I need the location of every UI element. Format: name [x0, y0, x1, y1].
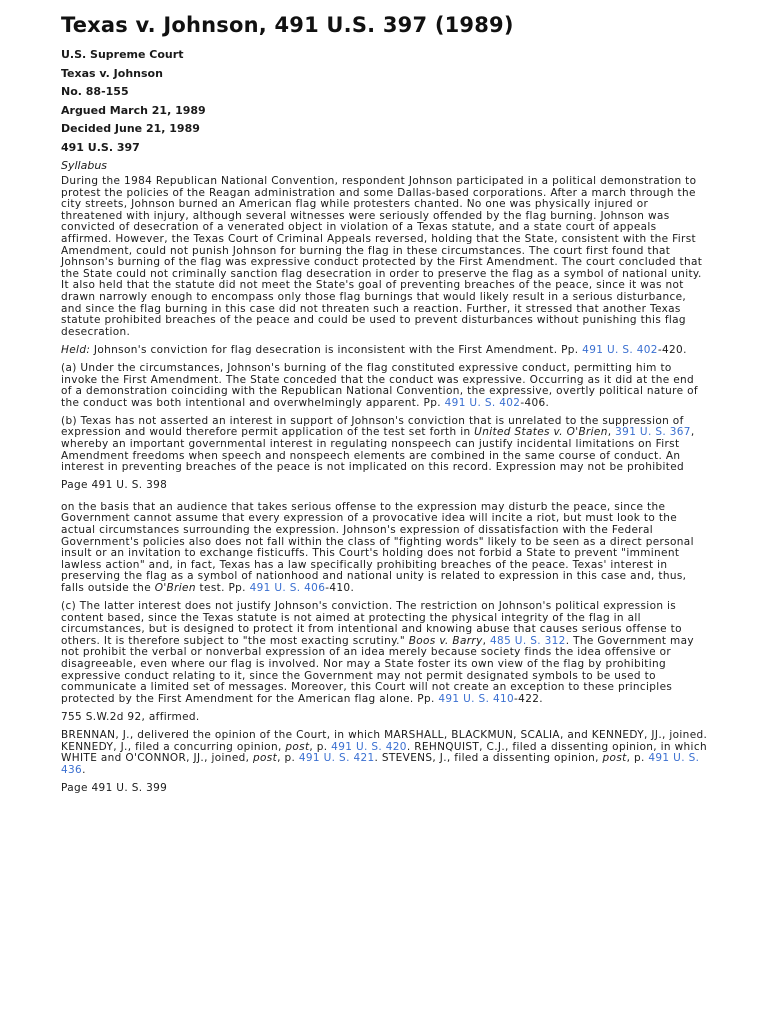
post-label: post [602, 752, 627, 765]
separator: , [607, 426, 616, 439]
case-reference: Boos v. Barry [408, 634, 483, 647]
opinions-text: . REHNQUIST, C.J., filed a dissenting opinion, in which WHITE and O'CONNOR, JJ., joined, [61, 740, 707, 765]
paragraph-b-text: (b) Texas has not asserted an interest in support of Johnson's conviction that is unrelated to the suppression of expression and would therefore permit application of the test set forth in [61, 414, 684, 439]
citation-link[interactable]: 491 U. S. 420 [331, 740, 407, 753]
paragraph-b [61, 416, 708, 474]
paragraph-c-tail: -410. [325, 582, 355, 594]
page-marker: Page 491 U. S. 399 [61, 781, 168, 794]
citation-link[interactable]: 491 U. S. 406 [249, 582, 326, 594]
paragraph-c-text: on the basis that an audience that takes serious offense to the expression may disturb the peace, since the Government cannot assume that every expression of a provocative idea will incite a riot, but must look to the actual circumstances surrounding the expression. Johnson's expression of dissatisfaction with the Federal Government's policies also does not fall within the class of "fighting words" likely to be seen as a direct personal insult or an invitation to exchange fisticuffs. This Court's holding does not forbid a State to prevent "imminent lawless action" and, in fact, Texas has a law specifically prohibiting breaches of the peace. Texas' interest in preserving the flag as a symbol of nationhood and national unity is related to expression in this case and, thus, falls outside the [61, 500, 694, 594]
paragraph-a-text: (a) Under the circumstances, Johnson's burning of the flag constituted expressive conduct, permitting him to invoke the First Amendment. The State conceded that the conduct was expressive. Occurring as it did at the end of a demonstration coinciding with the Republican National Convention, the expressive, overtly political nature of the conduct was both intentional and overwhelmingly apparent. Pp. [61, 361, 698, 409]
page-title: Texas v. Johnson, 491 U.S. 397 (1989) [61, 13, 514, 37]
page-marker: Page 491 U. S. 398 [61, 479, 168, 492]
citation-link[interactable]: 491 U. S. 410 [438, 692, 515, 705]
paragraph-d-tail: -422. [514, 692, 543, 705]
paragraph-continued [61, 502, 708, 595]
citation-link[interactable]: 391 U. S. 367 [615, 426, 691, 439]
post-label: post [285, 740, 310, 753]
opinions-text: BRENNAN, J., delivered the opinion of the Court, in which MARSHALL, BLACKMUN, SCALIA, and KENNEDY, JJ., joined. KENNEDY, J., filed a concurring opinion, [61, 729, 708, 753]
separator: , [482, 634, 491, 647]
paragraph-d-text-2: . The Government may not prohibit the verbal or nonverbal expression of an idea merely because society finds the idea offensive or disagreeable, even where our flag is involved. Nor may a State foster its own view of the flag by prohibiting expressive conduct relating to it, since the Government may not permit designated symbols to be used to communicate a limited set of messages. Moreover, this Court will not create an exception to these principles protected by the First Amendment for the American flag alone. Pp. [61, 634, 694, 705]
citation-link[interactable]: 485 U. S. 312 [490, 634, 566, 647]
case-reference: United States v. O'Brien [474, 426, 608, 439]
opinions-text: . STEVENS, J., filed a dissenting opinion, [374, 752, 603, 765]
syllabus-paragraph: During the 1984 Republican National Convention, respondent Johnson participated in a political demonstration to protest the policies of the Reagan administration and some Dallas-based corporations. After a march through the city streets, Johnson burned an American flag while protesters chanted. No one was physically injured or threatened with injury, although several witnesses were seriously offended by the flag burning. Johnson was convicted of desecration of a venerated object in violation of a Texas statute, and a state court of appeals affirmed. However, the Texas Court of Criminal Appeals reversed, holding that the State, consistent with the First Amendment, could not punish Johnson for burning the flag in these circumstances. The court first found that Johnson's burning of the flag was expressive conduct protected by the First Amendment. The court concluded that the State could not criminally sanction flag desecration in order to preserve the flag as a symbol of national unity. It also held that the statute did not meet the State's goal of preventing breaches of the peace, since it was not drawn narrowly enough to encompass only those flag burnings that would likely result in a serious disturbance, and since the flag burning in this case did not threaten such a reaction. Further, it stressed that another Texas statute prohibited breaches of the peace and could be used to prevent disturbances without punishing this flag desecration. [61, 175, 703, 338]
court-name: U.S. Supreme Court [61, 48, 184, 61]
citation: 491 U.S. 397 [61, 140, 140, 154]
paragraph-b-text-2: , whereby an important governmental interest in regulating nonspeech can justify incidental limitations on First Amendment freedoms when speech and nonspeech elements are combined in the same course of conduct. An interest in preventing breaches of the peace is not implicated on this record. Expression may not be prohibited [61, 426, 695, 474]
paragraph-c-text-2: test. Pp. [195, 582, 250, 594]
citation-link[interactable]: 491 U. S. 402 [582, 343, 658, 356]
held-paragraph [61, 345, 708, 357]
decided-date: Decided June 21, 1989 [61, 122, 200, 135]
citation-link[interactable]: 491 U. S. 436 [61, 752, 700, 776]
docket-number: No. 88-155 [61, 85, 129, 98]
held-tail: -420. [657, 343, 687, 356]
argued-date: Argued March 21, 1989 [61, 103, 206, 117]
opinions-text: , p. [626, 752, 649, 765]
opinions-text: , p. [277, 752, 299, 765]
paragraph-a-tail: -406. [520, 396, 550, 409]
paragraph-a [61, 363, 708, 409]
opinions-paragraph [61, 730, 708, 776]
citation-link[interactable]: 491 U. S. 421 [298, 752, 375, 765]
held-label: Held: [61, 343, 91, 356]
case-name: Texas v. Johnson [61, 66, 163, 80]
paragraph-d-text: (c) The latter interest does not justify Johnson's conviction. The restriction on Johnson's political expression is content based, since the Texas statute is not aimed at protecting the physical integrity of the flag in all circumstances, but is designed to protect it from intentional and knowing abuse that causes serious offense to others. It is therefore subject to "the most exacting scrutiny." [61, 600, 682, 647]
post-label: post [253, 752, 278, 765]
paragraph-c [61, 601, 708, 705]
opinions-text: . [82, 763, 86, 776]
opinions-text: , p. [309, 740, 332, 753]
affirmed-line: 755 S.W.2d 92, affirmed. [61, 710, 200, 723]
citation-link[interactable]: 491 U. S. 402 [444, 396, 521, 409]
case-reference: O'Brien [154, 582, 196, 594]
syllabus-label: Syllabus [61, 159, 108, 172]
held-text: Johnson's conviction for flag desecration is inconsistent with the First Amendment. Pp. [90, 343, 583, 356]
